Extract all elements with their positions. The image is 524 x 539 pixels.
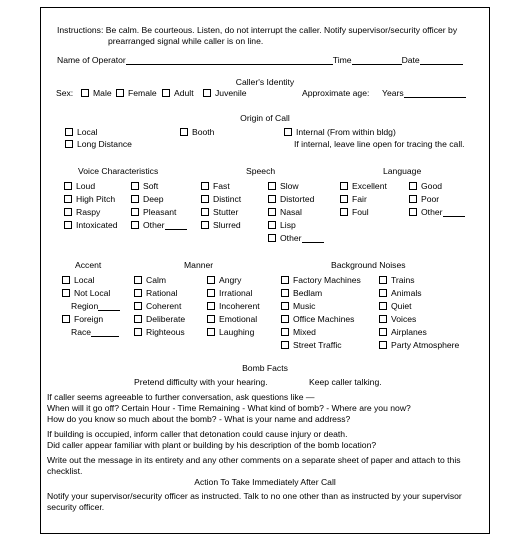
operator-row xyxy=(57,55,463,65)
checkbox[interactable] xyxy=(207,289,215,297)
voice-other-option[interactable] xyxy=(131,220,187,230)
noise-airplanes-option[interactable] xyxy=(379,327,427,337)
manner-irrational-option[interactable] xyxy=(207,288,252,298)
accent-race-row xyxy=(71,327,119,337)
checkbox[interactable] xyxy=(201,182,209,190)
option-label: Not Local xyxy=(74,288,111,298)
instructions-line-2: prearranged signal while caller is on line. xyxy=(108,36,264,46)
option-label: Excellent xyxy=(352,181,387,191)
checkbox[interactable] xyxy=(207,328,215,336)
checkbox[interactable] xyxy=(131,221,139,229)
checkbox[interactable] xyxy=(134,302,142,310)
language-title: Language xyxy=(383,166,422,176)
checkbox[interactable] xyxy=(281,315,289,323)
checkbox[interactable] xyxy=(281,328,289,336)
option-label: Slurred xyxy=(213,220,241,230)
checkbox[interactable] xyxy=(162,89,170,97)
checkbox[interactable] xyxy=(180,128,188,136)
option-label: Emotional xyxy=(219,314,258,324)
language-other-option[interactable] xyxy=(409,207,465,217)
language-other-field[interactable] xyxy=(443,208,465,217)
approx-age-label: Approximate age: xyxy=(302,88,370,98)
time-label: Time xyxy=(332,55,352,65)
checkbox[interactable] xyxy=(134,289,142,297)
checkbox[interactable] xyxy=(64,195,72,203)
option-label: Lisp xyxy=(280,220,296,230)
bomb-write-line-1: Write out the message in its entirety and any other comments on a separate sheet of paper and attach to this xyxy=(47,455,461,465)
bomb-facts-title: Bomb Facts xyxy=(242,363,288,373)
bomb-keep-talking-line: Keep caller talking. xyxy=(309,377,382,387)
voice-intoxicated-option[interactable] xyxy=(64,220,118,230)
origin-local-option[interactable] xyxy=(65,127,98,137)
race-label: Race xyxy=(71,327,92,337)
bomb-questions-line-3: How do you know so much about the bomb? - What is your name and address? xyxy=(47,414,351,424)
manner-calm-option[interactable] xyxy=(134,275,166,285)
option-label: Office Machines xyxy=(293,314,355,324)
checkbox[interactable] xyxy=(134,276,142,284)
age-adult-option[interactable] xyxy=(162,88,194,98)
option-label: Male xyxy=(93,88,112,98)
checkbox[interactable] xyxy=(131,208,139,216)
checkbox[interactable] xyxy=(131,195,139,203)
checkbox[interactable] xyxy=(65,140,73,148)
checkbox[interactable] xyxy=(81,89,89,97)
manner-title: Manner xyxy=(184,260,214,270)
accent-foreign-option[interactable] xyxy=(62,314,103,324)
speech-lisp-option[interactable] xyxy=(268,220,296,230)
checkbox[interactable] xyxy=(62,315,70,323)
option-label: Slow xyxy=(280,181,299,191)
manner-righteous-option[interactable] xyxy=(134,327,185,337)
option-label: Factory Machines xyxy=(293,275,361,285)
option-label: Righteous xyxy=(146,327,185,337)
accent-title: Accent xyxy=(75,260,102,270)
option-label: Other xyxy=(280,233,302,243)
checkbox[interactable] xyxy=(281,302,289,310)
manner-emotional-option[interactable] xyxy=(207,314,257,324)
identity-title: Caller's Identity xyxy=(235,77,295,87)
accent-not-local-option[interactable] xyxy=(62,288,110,298)
checkbox[interactable] xyxy=(207,302,215,310)
speech-stutter-option[interactable] xyxy=(201,207,238,217)
speech-slow-option[interactable] xyxy=(268,181,299,191)
language-good-option[interactable] xyxy=(409,181,442,191)
voice-pleasant-option[interactable] xyxy=(131,207,176,217)
checkbox[interactable] xyxy=(64,221,72,229)
voice-loud-option[interactable] xyxy=(64,181,95,191)
noise-trains-option[interactable] xyxy=(379,275,415,285)
option-label: Rational xyxy=(146,288,178,298)
checkbox[interactable] xyxy=(134,315,142,323)
bomb-questions-line-1: If caller seems agreeable to further conversation, ask questions like — xyxy=(47,392,315,402)
option-label: Poor xyxy=(421,194,440,204)
checkbox[interactable] xyxy=(62,289,70,297)
checkbox[interactable] xyxy=(116,89,124,97)
operator-name-field[interactable] xyxy=(126,56,333,65)
checkbox[interactable] xyxy=(131,182,139,190)
speech-other-field[interactable] xyxy=(302,234,324,243)
language-excellent-option[interactable] xyxy=(340,181,387,191)
option-label: Animals xyxy=(391,288,422,298)
race-field[interactable] xyxy=(91,328,119,337)
speech-other-option[interactable] xyxy=(268,233,324,243)
option-label: Long Distance xyxy=(77,139,132,149)
years-field[interactable] xyxy=(404,89,466,98)
noise-voices-option[interactable] xyxy=(379,314,416,324)
after-call-line-2: security officer. xyxy=(47,502,105,512)
option-label: Intoxicated xyxy=(76,220,118,230)
option-label: Adult xyxy=(174,88,194,98)
speech-nasal-option[interactable] xyxy=(268,207,302,217)
option-label: Juvenile xyxy=(215,88,247,98)
checkbox[interactable] xyxy=(207,276,215,284)
option-label: Street Traffic xyxy=(293,340,342,350)
voice-high-pitch-option[interactable] xyxy=(64,194,115,204)
checkbox[interactable] xyxy=(379,328,387,336)
bomb-occupied-line-2: Did caller appear familiar with plant or building by his description of the bomb location? xyxy=(47,440,377,450)
option-label: Party Atmosphere xyxy=(391,340,460,350)
language-fair-option[interactable] xyxy=(340,194,367,204)
checkbox[interactable] xyxy=(409,208,417,216)
option-label: Distinct xyxy=(213,194,242,204)
speech-slurred-option[interactable] xyxy=(201,220,241,230)
checkbox[interactable] xyxy=(268,221,276,229)
option-label: Bedlam xyxy=(293,288,323,298)
checkbox[interactable] xyxy=(284,128,292,136)
origin-title: Origin of Call xyxy=(240,113,290,123)
years-row xyxy=(382,88,466,98)
option-label: Female xyxy=(128,88,157,98)
manner-deliberate-option[interactable] xyxy=(134,314,185,324)
option-label: Stutter xyxy=(213,207,239,217)
accent-local-option[interactable] xyxy=(62,275,95,285)
noise-bedlam-option[interactable] xyxy=(281,288,322,298)
option-label: Angry xyxy=(219,275,242,285)
checkbox[interactable] xyxy=(201,195,209,203)
checkbox[interactable] xyxy=(409,182,417,190)
noise-party-atmosphere-option[interactable] xyxy=(379,340,459,350)
option-label: Laughing xyxy=(219,327,255,337)
checkbox[interactable] xyxy=(340,208,348,216)
option-label: Foreign xyxy=(74,314,104,324)
option-label: Internal (From within bldg) xyxy=(296,127,396,137)
option-label: Voices xyxy=(391,314,417,324)
option-label: Deep xyxy=(143,194,164,204)
noise-factory-machines-option[interactable] xyxy=(281,275,361,285)
checkbox[interactable] xyxy=(379,315,387,323)
accent-region-row xyxy=(71,301,120,311)
bomb-hearing-line: Pretend difficulty with your hearing. xyxy=(134,377,268,387)
voice-soft-option[interactable] xyxy=(131,181,158,191)
manner-incoherent-option[interactable] xyxy=(207,301,260,311)
checkbox[interactable] xyxy=(64,208,72,216)
speech-distorted-option[interactable] xyxy=(268,194,314,204)
option-label: Local xyxy=(77,127,98,137)
region-field[interactable] xyxy=(98,302,120,311)
option-label: Coherent xyxy=(146,301,182,311)
bomb-questions-line-2: When will it go off? Certain Hour - Time Remaining - What kind of bomb? - Where are you now? xyxy=(47,403,411,413)
bomb-occupied-line-1: If building is occupied, inform caller that detonation could cause injury or death. xyxy=(47,429,348,439)
checkbox[interactable] xyxy=(62,276,70,284)
checkbox[interactable] xyxy=(201,221,209,229)
date-field[interactable] xyxy=(420,56,463,65)
option-label: Fair xyxy=(352,194,367,204)
checkbox[interactable] xyxy=(379,341,387,349)
instructions-line-1: Instructions: Be calm. Be courteous. Listen, do not interrupt the caller. Notify supervisor/security officer by xyxy=(57,25,458,35)
option-label: Mixed xyxy=(293,327,316,337)
speech-fast-option[interactable] xyxy=(201,181,230,191)
sex-label: Sex: xyxy=(56,88,74,98)
option-label: Local xyxy=(74,275,95,285)
option-label: Fast xyxy=(213,181,230,191)
speech-title: Speech xyxy=(246,166,276,176)
option-label: Irrational xyxy=(219,288,253,298)
checkbox[interactable] xyxy=(268,182,276,190)
internal-note: If internal, leave line open for tracing the call. xyxy=(294,139,465,149)
option-label: Calm xyxy=(146,275,167,285)
origin-internal-option[interactable] xyxy=(284,127,396,137)
checkbox[interactable] xyxy=(65,128,73,136)
checkbox[interactable] xyxy=(281,289,289,297)
sex-male-option[interactable] xyxy=(81,88,112,98)
option-label: Pleasant xyxy=(143,207,177,217)
noise-animals-option[interactable] xyxy=(379,288,422,298)
date-label: Date xyxy=(401,55,420,65)
option-label: Booth xyxy=(192,127,215,137)
checkbox[interactable] xyxy=(134,328,142,336)
option-label: Distorted xyxy=(280,194,315,204)
language-foul-option[interactable] xyxy=(340,207,369,217)
language-poor-option[interactable] xyxy=(409,194,439,204)
checkbox[interactable] xyxy=(201,208,209,216)
option-label: Music xyxy=(293,301,316,311)
voice-raspy-option[interactable] xyxy=(64,207,100,217)
option-label: Deliberate xyxy=(146,314,186,324)
noise-quiet-option[interactable] xyxy=(379,301,412,311)
checkbox[interactable] xyxy=(268,195,276,203)
checkbox[interactable] xyxy=(268,234,276,242)
checkbox[interactable] xyxy=(340,195,348,203)
voice-deep-option[interactable] xyxy=(131,194,164,204)
checkbox[interactable] xyxy=(340,182,348,190)
manner-rational-option[interactable] xyxy=(134,288,178,298)
option-label: Good xyxy=(421,181,443,191)
checkbox[interactable] xyxy=(207,315,215,323)
checkbox[interactable] xyxy=(379,302,387,310)
option-label: Airplanes xyxy=(391,327,427,337)
origin-long-distance-option[interactable] xyxy=(65,139,132,149)
manner-coherent-option[interactable] xyxy=(134,301,181,311)
noise-music-option[interactable] xyxy=(281,301,315,311)
years-label: Years xyxy=(382,88,404,98)
manner-laughing-option[interactable] xyxy=(207,327,254,337)
checkbox[interactable] xyxy=(281,276,289,284)
voice-title: Voice Characteristics xyxy=(78,166,159,176)
option-label: Other xyxy=(143,220,165,230)
checkbox[interactable] xyxy=(203,89,211,97)
checkbox[interactable] xyxy=(379,276,387,284)
operator-name-label: Name of Operator xyxy=(57,55,126,65)
origin-booth-option[interactable] xyxy=(180,127,214,137)
checkbox[interactable] xyxy=(268,208,276,216)
option-label: High Pitch xyxy=(76,194,116,204)
after-call-line-1: Notify your supervisor/security officer as instructed. Talk to no one other than as instructed by your supervisor xyxy=(47,491,462,501)
checkbox[interactable] xyxy=(409,195,417,203)
speech-distinct-option[interactable] xyxy=(201,194,241,204)
region-label: Region xyxy=(71,301,99,311)
option-label: Loud xyxy=(76,181,96,191)
option-label: Trains xyxy=(391,275,415,285)
voice-other-field[interactable] xyxy=(165,221,187,230)
option-label: Raspy xyxy=(76,207,101,217)
option-label: Foul xyxy=(352,207,369,217)
noise-office-machines-option[interactable] xyxy=(281,314,354,324)
option-label: Incoherent xyxy=(219,301,260,311)
checkbox[interactable] xyxy=(379,289,387,297)
noise-street-traffic-option[interactable] xyxy=(281,340,342,350)
manner-angry-option[interactable] xyxy=(207,275,241,285)
after-call-title: Action To Take Immediately After Call xyxy=(194,477,336,487)
noise-mixed-option[interactable] xyxy=(281,327,316,337)
option-label: Quiet xyxy=(391,301,412,311)
background-title: Background Noises xyxy=(331,260,406,270)
option-label: Other xyxy=(421,207,443,217)
checkbox[interactable] xyxy=(64,182,72,190)
option-label: Soft xyxy=(143,181,159,191)
time-field[interactable] xyxy=(352,56,402,65)
age-juvenile-option[interactable] xyxy=(203,88,247,98)
checkbox[interactable] xyxy=(281,341,289,349)
sex-female-option[interactable] xyxy=(116,88,157,98)
bomb-write-line-2: checklist. xyxy=(47,466,83,476)
option-label: Nasal xyxy=(280,207,302,217)
